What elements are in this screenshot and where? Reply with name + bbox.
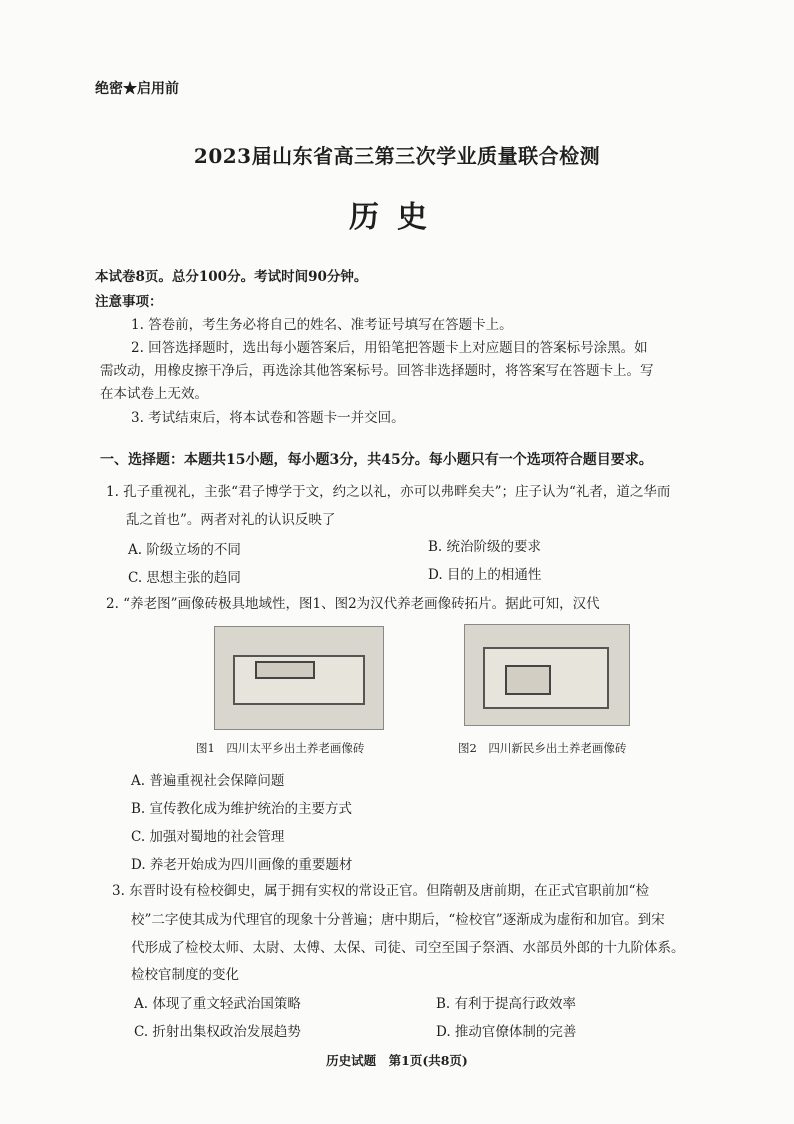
notice-title: 注意事项： — [95, 294, 163, 310]
q1-option-a: A. 阶级立场的不同 — [128, 542, 241, 558]
q3-option-a: A. 体现了重文轻武治国策略 — [134, 996, 301, 1012]
q1-option-c: C. 思想主张的趋同 — [128, 570, 241, 586]
q2-option-d: D. 养老开始成为四川画像的重要题材 — [131, 857, 353, 873]
exam-title: 2023届山东省高三第三次学业质量联合检测 — [193, 144, 601, 168]
q2-option-b: B. 宣传教化成为维护统治的主要方式 — [131, 801, 353, 817]
q3-option-b: B. 有利于提高行政效率 — [436, 996, 577, 1012]
note-2-cont2: 在本试卷上无效。 — [100, 386, 208, 402]
q2-option-a: A. 普遍重视社会保障问题 — [131, 773, 285, 789]
q3-stem-line2: 校”二字使其成为代理官的现象十分普遍；唐中期后，“检校官”逐渐成为虚衔和加官。到宋 — [131, 912, 665, 928]
figure-2-caption: 图2 四川新民乡出土养老画像砖 — [458, 741, 627, 755]
q2-stem: 2. “养老图”画像砖极具地域性，图1、图2为汉代养老画像砖拓片。据此可知，汉代 — [106, 596, 600, 612]
subject-title: 历史 — [349, 200, 445, 235]
exam-info: 本试卷8页。总分100分。考试时间90分钟。 — [95, 269, 368, 285]
note-2: 2. 回答选择题时，选出每小题答案后，用铅笔把答题卡上对应题目的答案标号涂黑。如 — [131, 340, 648, 356]
section-heading: 一、选择题：本题共15小题，每小题3分，共45分。每小题只有一个选项符合题目要求。 — [100, 452, 653, 468]
q1-stem-line2: 乱之首也”。两者对礼的认识反映了 — [126, 512, 336, 528]
figure-2-image — [464, 624, 630, 726]
q3-stem-line3: 代形成了检校太师、太尉、太傅、太保、司徒、司空至国子祭酒、水部员外郎的十九阶体系。 — [131, 940, 685, 956]
note-2-cont: 需改动，用橡皮擦干净后，再选涂其他答案标号。回答非选择题时，将答案写在答题卡上。写 — [100, 363, 654, 379]
note-3: 3. 考试结束后，将本试卷和答题卡一并交回。 — [131, 410, 405, 426]
figure-1-plaque — [255, 661, 315, 679]
q3-stem-line4: 检校官制度的变化 — [131, 967, 239, 983]
figure-1-image — [214, 626, 384, 730]
figure-1-caption: 图1 四川太平乡出土养老画像砖 — [196, 741, 365, 755]
q3-option-c: C. 折射出集权政治发展趋势 — [134, 1024, 301, 1040]
page-footer: 历史试题 第1页(共8页) — [326, 1053, 468, 1068]
q1-option-b: B. 统治阶级的要求 — [428, 539, 542, 555]
note-1: 1. 答卷前，考生务必将自己的姓名、准考证号填写在答题卡上。 — [131, 317, 513, 333]
q3-stem-line1: 3. 东晋时设有检校御史，属于拥有实权的常设正官。但隋朝及唐前期，在正式官职前加“检 — [112, 883, 650, 899]
q3-option-d: D. 推动官僚体制的完善 — [436, 1024, 577, 1040]
figure-2-figure — [505, 665, 551, 695]
q2-option-c: C. 加强对蜀地的社会管理 — [131, 829, 285, 845]
confidential-label: 绝密★启用前 — [95, 81, 179, 97]
q1-stem-line1: 1. 孔子重视礼，主张“君子博学于文，约之以礼，亦可以弗畔矣夫”；庄子认为“礼者，道之华而 — [106, 484, 671, 500]
q1-option-d: D. 目的上的相通性 — [428, 567, 542, 583]
